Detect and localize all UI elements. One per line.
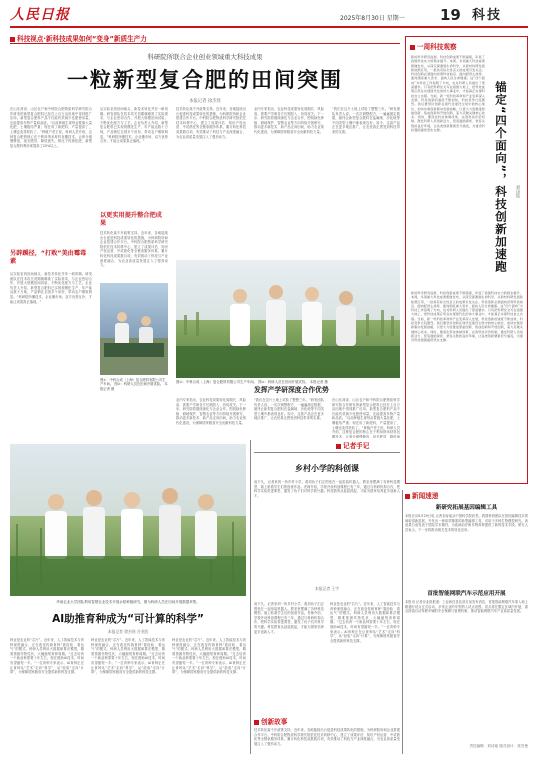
photo-field-team [176,260,400,378]
story-column-4: 业内专家指出，农业科技成果转化周期长、风险高，需要产学研各方长期投入、协同攻关。下一步，研究院将继续深化与企业合作，围绕绿色种植、耕地保护、智慧农业等方向持续开展研究，推动更多新技术、新产品走向田间，助力农业现代化建设，为保障国家粮食安全贡献科技力量。 [254,107,324,134]
brief-marker-icon [405,494,410,499]
section-name: 科技 [472,8,503,23]
brief-item-2-body: 本报讯 记者谷业凯报道：工业和信息化部日前发布消息，首批智能网联汽车准入和上路通行试点正式启动，多家企业的车型纳入试点范围。试点将在限定区域内开展，重点探索自动驾驶车辆的安全保障与管理机制，推动智能网联汽车产业高质量发展。 [405,600,528,614]
photo-caption-1: 图①：中科合成（上海）复合肥料有限公司生产车间。 图②：科研人员在田间开展试验。 本报记者 摄 [100,378,168,391]
top-story [10,32,400,438]
page-number: 19 [440,6,461,24]
brief-item-1-body: 本报北京8月29日电 记者刘诗瑶从中国科学院获悉，我国科研团队在基因编辑技术领域取得新进展，开发出一种高效精准的新型编辑工具，可用于多种生物模型研究。该成果日前发表于国际学术期刊，为疾病治疗和作物育种提供了新的技术手段。研究人员表示，下一步将推动相关技术的转化应用。 [405,514,528,532]
innovation-kicker-text: 创新故事 [261,718,288,726]
photo-factory-workers [100,283,168,375]
story-byline: 本报记者 徐杰瑶 [189,99,221,104]
kicker-rule [10,43,400,44]
story-column-1b: 从实验室到田间地头，新技术转化并非一帆风顺。研发团队在技术攻关初期就瞄准了实际需求，与企业密切合作，开展大规模田间试验，不断优化配方与工艺。企业负责人介绍，新型复合肥料已实现规模化生产，年产能达数十万吨，产品销往全国多个省份，带动农户增收明显。“科研院所懂技术，企业懂市场，双方优势互补，才能让成果真正落地。” [10,272,92,304]
innovation-story-kicker [254,716,287,726]
story-kicker [10,33,147,43]
newspaper-logo: 人民日报 [10,7,70,23]
masthead [10,6,530,26]
weekday-text: 星期一 [386,15,405,22]
essay-kicker [336,440,369,450]
rice-field-photo-image [10,444,246,596]
commentary-headline: 锚定“四个面向”，科技创新加速跑 [494,81,508,274]
story-headline: 一粒新型复合肥的田间突围 [67,68,343,92]
feature-byline: 本报记者 徐杰瑶 谷业凯 [107,629,149,634]
date-text: 2025年8月30日 [340,15,385,22]
brief-kicker-text: 新闻速递 [412,492,439,500]
subhead-3: 发挥产学研深度合作优势 [254,386,329,394]
story-subhead: 科研院所联合企业创业领域重大科技成果 [147,53,263,61]
page-editor-credit: 责任编辑：刘诗瑶 版式设计：张芳曼 [469,744,528,748]
commentary-body-bottom: 新的科学研究进展、科技创新成果不断涌现，彰显了我国科技实力的稳步提升。本周，多项重大科技成果相继发布，从深空探测到生命科学，从新材料研发到新能源应用，一批具有标志性意义的成果引发关注。科技创新必须面向世界科技前沿、面向经济主战场、面向国家重大需求、面向人民生命健康。这“四个面向”为科技工作指明了方向，也对科研人员提出了更高要求。只有把科研论文写在祖国大地上，把科技成果应用在实现现代化的伟大事业中，才能真正实现科技自立自强。当前，新一轮科技革命和产业变革深入发展，科技创新的速度不断加快，科技竞争日趋激烈。我们要坚持创新在现代化建设全局中的核心地位，加快实施创新驱动发展战略，以更大力度推进原始创新、集成创新和开放创新，着力突破关键核心技术。同时，要深化科技体制改革，完善科技评价机制，激发科研人员创新活力，营造鼓励探索、宽容失败的良好环境，让各类创新要素充分涌流，为建设科技强国提供坚实支撑。 [411,291,523,343]
subhead-1-text: 另辟蹊径，“打败”美由霉毒素 [10,250,87,265]
commentary-label-text: 一周科技观察 [417,43,457,51]
label-marker-icon [410,45,415,50]
kicker-marker-icon [10,37,15,42]
commentary-label [410,41,457,51]
factory-photo-image [100,283,168,375]
commentary-box [405,36,528,484]
essay-byline: 本报记者 王宇 [315,586,339,591]
photo-rice-field [10,444,246,596]
divider-right [402,490,403,754]
innovation-marker-icon [254,720,259,725]
story-column-3b: 业内专家指出，农业科技成果转化周期长、风险高，需要产学研各方长期投入、协同攻关。下一步，研究院将继续深化与企业合作，围绕绿色种植、耕地保护、智慧农业等方向持续开展研究，推动更多新技术、新产品走向田间，助力农业现代化建设，为保障国家粮食安全贡献科技力量。 [176,398,246,425]
essay-body: 前不久，记者来到一所乡村小学，看到孩子们正围坐在一起组装机器人。教室里摆满了各种科技模型，墙上贴着学生们的创意作品。老师介绍，学校开设科创课程已有三年，通过与科研机构合作，把科学实验带进课堂，激发了孩子们对科学的兴趣。科技教育从娃娃抓起，才能为国家培养更多创新人才。 [254,480,400,498]
brief-item-1-title: 新研究拓展基因编辑工具 [435,505,498,511]
story-column-5: “我们在这片土地上试验了整整三年。”研发团队负责人说。一次次调整配方，一遍遍测定数据，最终让新型复合肥料在盐碱地、沙化地等不同类型土壤中都表现良好。如今，这款产品正在更多地区推广，让农民真正感受到科技带来的实惠。 [332,107,400,134]
brief-kicker [405,490,438,500]
story-column-4b: “我们在这片土地上试验了整整三年。”研发团队负责人说。一次次调整配方，一遍遍测定数据，最终让新型复合肥料在盐碱地、沙化地等不同类型土壤中都表现良好。如今，这款产品正在更多地区推广，让农民真正感受到科技带来的实惠。 [254,398,324,421]
essay-top-rule [254,452,400,453]
story-column-1: 在山东菏泽，山区农户和中科院合肥物质科学研究院合作研发的新型复合肥料已经在上百万亩田地中得到推广应用。新型复合肥料产品不仅能有效减少化肥使用量，还能提高作物产量和品质。“以前种植生姜每亩要施大量化肥，土壤板结严重；现在用了新肥料，产量提高了，土壤也变得松软了。”种植户老王说。科研人员介绍，这种复合肥的核心在于利用纳米材料包覆技术，让养分缓慢释放，延长肥效，降低流失。相比于传统化肥，新型复合肥料利用率提高了20%以上。 [10,107,92,148]
story-column-2: 从实验室到田间地头，新技术转化并非一帆风顺。研发团队在技术攻关初期就瞄准了实际需求，与企业密切合作，开展大规模田间试验，不断优化配方与工艺。企业负责人介绍，新型复合肥料已实现规模化生产，年产能达数十万吨，产品销往全国多个省份，带动农户增收明显。“科研院所懂技术，企业懂市场，双方优势互补，才能让成果真正落地。” [100,107,168,144]
kicker-text: 科技视点·新科技成果如何“变身”新质生产力 [17,35,147,43]
story-column-3: 技术转化离不开政策支持。近年来，各地陆续出台促进科技成果转化的措施，为科研院所和企业搭建合作平台。中科院合肥物质科学研究院依托技术转移中心，建立了成果评估、知识产权运营、中试熟化等全链条服务体系，累计转化科技成果数百项，有效推动了科技与产业深度融合，为农业高质量发展注入了强劲动力。 [176,107,246,139]
center-body-1: 前不久，记者来到一所乡村小学，看到孩子们正围坐在一起组装机器人。教室里摆满了各种科技模型，墙上贴着学生们的创意作品。老师介绍，学校开设科创课程已有三年，通过与科研机构合作，把科学实验带进课堂，激发了孩子们对科学的兴趣。科技教育从娃娃抓起，才能为国家培养更多创新人才。 [254,602,324,634]
essay-block [254,460,400,596]
feature-body-col-2: 种业是农业的“芯片”。近年来，人工智能技术与育种深度融合，正在改变传统育种“靠经验、看运气”的模式。科研人员利用大数据和算法模型，精准预测作物性状，大幅缩短育种周期。“过去培育一个新品种需要十年左右，现在借助AI技术，时间有望缩短一半。”一位育种专家表示。AI育种正在让育种从“艺术”走向“科学”，从“经验”走向“计算”，为保障国家粮食安全提供新的科技支撑。 [91,638,165,675]
center-body-2: 种业是农业的“芯片”。近年来，人工智能技术与育种深度融合，正在改变传统育种“靠经验、看运气”的模式。科研人员利用大数据和算法模型，精准预测作物性状，大幅缩短育种周期。“过去培育一个新品种需要十年左右，现在借助AI技术，时间有望缩短一半。”一位育种专家表示。AI育种正在让育种从“艺术”走向“科学”，从“经验”走向“计算”，为保障国家粮食安全提供新的科技支撑。 [330,602,400,643]
essay-kicker-text: 记者手记 [343,442,370,450]
feature-headline: AI助推育种成为“可计算的科学” [52,613,204,625]
photo-caption-2: 图①：中科合成（上海）复合肥料有限公司生产车间。 图②：科研人员在田间开展试验。 本报记者 摄 [176,380,328,384]
commentary-author: 刘诗瑶 [515,185,520,199]
essay-headline: 乡村小学的科创课 [295,464,359,473]
brief-item-2-title: 首批智能网联汽车示范应用开展 [427,591,506,597]
subhead-1 [10,250,92,266]
innovation-body: 技术转化离不开政策支持。近年来，各地陆续出台促进科技成果转化的措施，为科研院所和企业搭建合作平台。中科院合肥物质科学研究院依托技术转移中心，建立了成果评估、知识产权运营、中试熟化等全链条服务体系，累计转化科技成果数百项，有效推动了科技与产业深度融合，为农业高质量发展注入了强劲动力。 [254,728,400,746]
subhead-2: 以更实用提升整合把成果 [100,212,162,227]
essay-marker-icon [336,444,341,449]
field-team-photo-image [176,260,400,378]
feature-body-col-1: 种业是农业的“芯片”。近年来，人工智能技术与育种深度融合，正在改变传统育种“靠经验、看运气”的模式。科研人员利用大数据和算法模型，精准预测作物性状，大幅缩短育种周期。“过去培育一个新品种需要十年左右，现在借助AI技术，时间有望缩短一半。”一位育种专家表示。AI育种正在让育种从“艺术”走向“科学”，从“经验”走向“计算”，为保障国家粮食安全提供新的科技支撑。 [10,638,84,675]
story-column-2b: 技术转化离不开政策支持。近年来，各地陆续出台促进科技成果转化的措施，为科研院所和企业搭建合作平台。中科院合肥物质科学研究院依托技术转移中心，建立了成果评估、知识产权运营、中试熟化等全链条服务体系，累计转化科技成果数百项，有效推动了科技与产业深度融合，为农业高质量发展注入了强劲动力。 [100,231,168,268]
issue-date [340,13,405,22]
commentary-body-top: 新的科学研究进展、科技创新成果不断涌现，彰显了我国科技实力的稳步提升。本周，多项重大科技成果相继发布，从深空探测到生命科学，从新材料研发到新能源应用，一批具有标志性意义的成果引发关注。科技创新必须面向世界科技前沿、面向经济主战场、面向国家重大需求、面向人民生命健康。这“四个面向”为科技工作指明了方向，也对科研人员提出了更高要求。只有把科研论文写在祖国大地上，把科技成果应用在实现现代化的伟大事业中，才能真正实现科技自立自强。当前，新一轮科技革命和产业变革深入发展，科技创新的速度不断加快，科技竞争日趋激烈。我们要坚持创新在现代化建设全局中的核心地位，加快实施创新驱动发展战略，以更大力度推进原始创新、集成创新和开放创新，着力突破关键核心技术。同时，要深化科技体制改革，完善科技评价机制，激发科研人员创新活力，营造鼓励探索、宽容失败的良好环境，让各类创新要素充分涌流，为建设科技强国提供坚实支撑。 [411,55,485,133]
feature-body-col-3: 种业是农业的“芯片”。近年来，人工智能技术与育种深度融合，正在改变传统育种“靠经验、看运气”的模式。科研人员利用大数据和算法模型，精准预测作物性状，大幅缩短育种周期。“过去培育一个新品种需要十年左右，现在借助AI技术，时间有望缩短一半。”一位育种专家表示。AI育种正在让育种从“艺术”走向“科学”，从“经验”走向“计算”，为保障国家粮食安全提供新的科技支撑。 [172,638,246,675]
divider-center [250,440,251,754]
feature-photo-caption: 华南农业大学团队利用智慧农业技术开展水稻种植研究，图为科研人员在田间开展数据采集。 [56,600,200,604]
masthead-rule [10,26,528,28]
story-column-5b: 在山东菏泽，山区农户和中科院合肥物质科学研究院合作研发的新型复合肥料已经在上百万亩田地中得到推广应用。新型复合肥料产品不仅能有效减少化肥使用量，还能提高作物产量和品质。“以前种植生姜每亩要施大量化肥，土壤板结严重；现在用了新肥料，产量提高了，土壤也变得松软了。”种植户老王说。科研人员介绍，这种复合肥的核心在于利用纳米材料包覆技术，让养分缓慢释放，延长肥效，降低流 [332,398,400,438]
